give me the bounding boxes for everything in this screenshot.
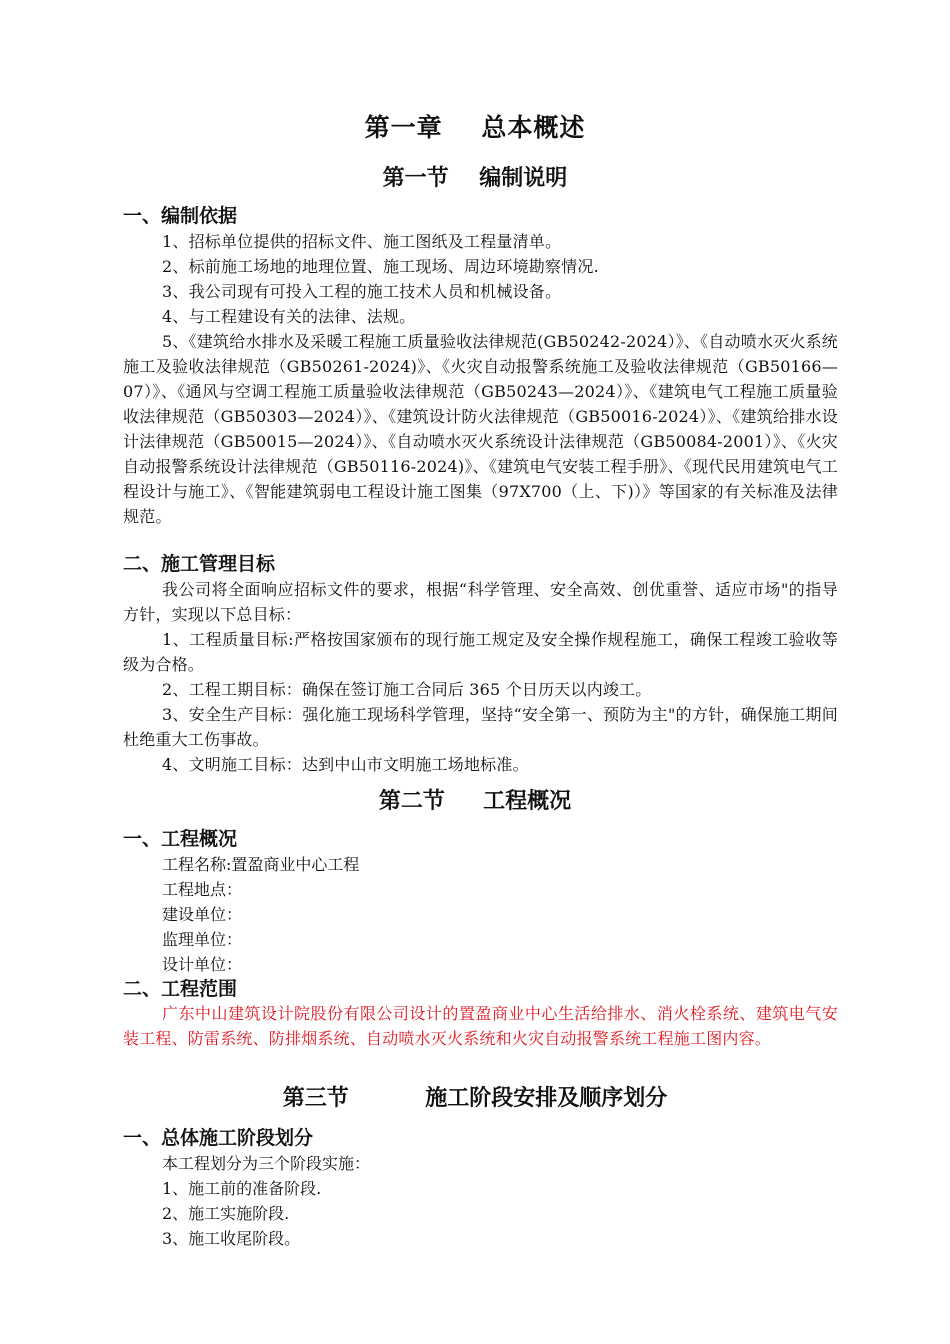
- basis-item-5: 5、《建筑给水排水及采暖工程施工质量验收法律规范(GB50242-2024）》、《自动喷水灭火系统施工及验收法律规范（GB50261-2024)》、《火灾自动报警系统施工及验收法律规范（GB50166—07）》、《通风与空调工程施工质量验收法律规范（GB50243—2024）》、《建筑电气工程施工质量验收法律规范（GB50303—2024）》、《建筑设计防火法律规范（GB50016-2024）》、《建筑给排水设计法律规范（GB50015—2024）》、《自动喷水灭火系统设计法律规范（GB50084-2001）》、《火灾自动报警系统设计法律规范（GB50116-2024)》、《建筑电气安装工程手册》、《现代民用建筑电气工程设计与施工》、《智能建筑弱电工程设计施工图集（97X700（上、下)）》等国家的有关标准及法律规范。: [123, 332, 838, 526]
- field-supervisor: 监理单位：: [162, 930, 243, 949]
- section-title-1: 第一节 编制说明: [382, 166, 568, 191]
- goal-item-3: 3、安全生产目标：强化施工现场科学管理，坚持“安全第一、预防为主"的方针，确保施工期间杜绝重大工伤事故。: [123, 705, 838, 749]
- goal-item-2: 2、工程工期目标：确保在签订施工合同后 365 个日历天以内竣工。: [162, 680, 652, 699]
- basis-item-3: 3、我公司现有可投入工程的施工技术人员和机械设备。: [162, 282, 562, 301]
- phases-intro: 本工程划分为三个阶段实施：: [162, 1154, 371, 1173]
- phase-item-3: 3、施工收尾阶段。: [162, 1229, 301, 1248]
- field-project-name: 工程名称:置盈商业中心工程: [162, 855, 360, 874]
- heading-overview: 一、工程概况: [123, 828, 238, 850]
- chapter-title: 第一章 总本概述: [364, 113, 586, 142]
- basis-item-4: 4、与工程建设有关的法律、法规。: [162, 307, 416, 326]
- heading-goals: 二、施工管理目标: [123, 553, 276, 575]
- field-owner: 建设单位：: [162, 905, 243, 924]
- basis-item-1: 1、招标单位提供的招标文件、施工图纸及工程量清单。: [162, 232, 562, 251]
- section-title-3: 第三节 施工阶段安排及顺序划分: [282, 1086, 668, 1111]
- basis-item-2: 2、标前施工场地的地理位置、施工现场、周边环境勘察情况.: [162, 257, 599, 276]
- phase-item-1: 1、施工前的准备阶段.: [162, 1179, 322, 1198]
- heading-basis: 一、编制依据: [123, 205, 238, 227]
- goals-intro: 我公司将全面响应招标文件的要求，根据“科学管理、安全高效、创优重誉、适应市场"的指导方针，实现以下总目标：: [123, 580, 838, 624]
- field-project-location: 工程地点：: [162, 880, 243, 899]
- scope-text: 广东中山建筑设计院股份有限公司设计的置盈商业中心生活给排水、消火栓系统、建筑电气安装工程、防雷系统、防排烟系统、自动喷水灭火系统和火灾自动报警系统工程施工图内容。: [123, 1004, 838, 1048]
- field-designer: 设计单位：: [162, 955, 243, 974]
- goal-item-4: 4、文明施工目标：达到中山市文明施工场地标准。: [162, 755, 529, 774]
- heading-scope: 二、工程范围: [123, 978, 238, 1000]
- heading-phases: 一、总体施工阶段划分: [123, 1127, 314, 1149]
- goal-item-1: 1、工程质量目标:严格按国家颁布的现行施工规定及安全操作规程施工，确保工程竣工验收等级为合格。: [123, 630, 838, 674]
- phase-item-2: 2、施工实施阶段.: [162, 1204, 290, 1223]
- section-title-2: 第二节 工程概况: [378, 789, 572, 814]
